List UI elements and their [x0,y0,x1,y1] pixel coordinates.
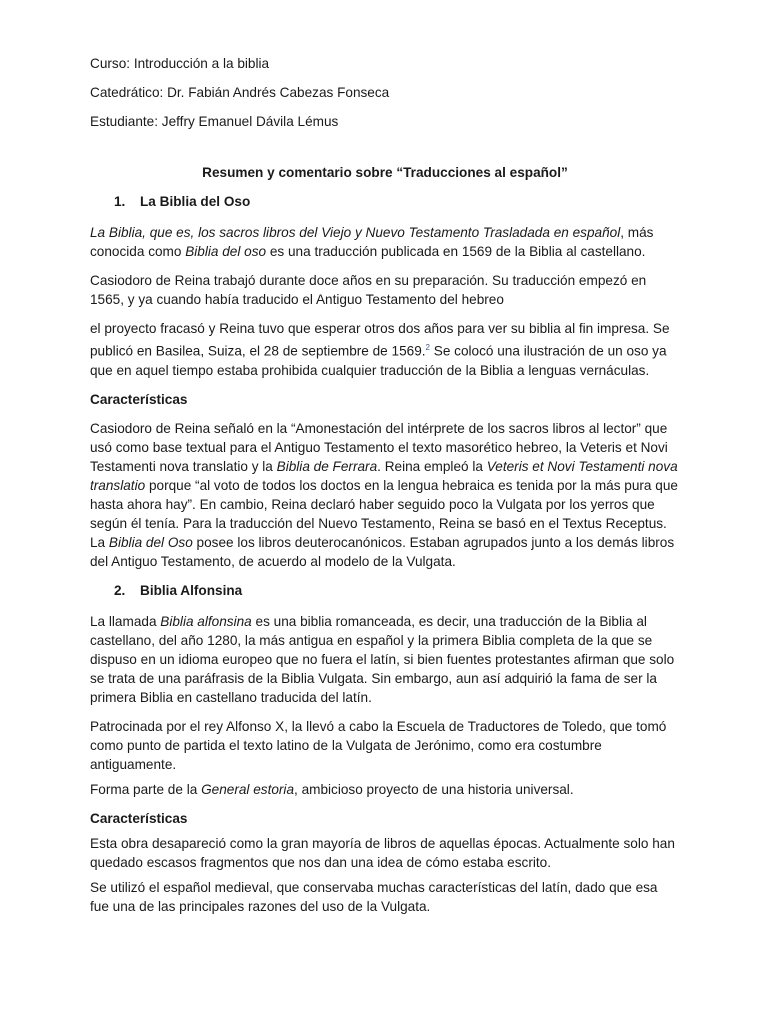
teacher-line: Catedrático: Dr. Fabián Andrés Cabezas Fonseca [90,85,390,100]
section-2-paragraph-3 [90,780,680,799]
italic-title: Veteris et Novi Testamenti nova translatio [90,458,678,493]
section-1-title: La Biblia del Oso [140,194,251,209]
italic-title: Biblia alfonsina [160,613,252,629]
text-span: Se colocó una ilustración de un oso ya que en aquel tiempo estaba prohibida cualquier traducción de la Biblia a lenguas vernáculas. [90,343,667,378]
text-span: es una biblia romanceada, es decir, una traducción de la Biblia al castellano, del año 1280, la más antigua en español y la primera Biblia completa de la que se dispuso en un idioma europeo que no fuera el latín, si bien fuentes protestantes afirman que solo se trata de una paráfrasis de la Biblia Vulgata. Sin embargo, aun así adquirió la fama de ser la primera Biblia en castellano traducida del latín. [90,613,675,705]
text-span: . Reina empleó la [377,458,487,474]
section-2-paragraph-1 [90,612,680,707]
section-2-subheading: Características [90,810,188,826]
section-1-paragraph-1 [90,223,680,261]
section-2-paragraph-5: Se utilizó el español medieval, que conservaba muchas características del latín, dado que esa fue una de las principales razones del uso de la Vulgata. [90,879,658,914]
text-span: Casiodoro de Reina señaló en la “Amonestación del intérprete de los sacros libros al lector” que usó como base textual para el Antiguo Testamento el texto masorético hebreo, la Veteris et Novi Testamenti nova translatio y la [90,420,668,474]
section-1-paragraph-4 [90,419,680,571]
italic-title: Biblia de Ferrara [276,458,378,474]
section-2-paragraph-2: Patrocinada por el rey Alfonso X, la llevó a cabo la Escuela de Traductores de Toledo, que tomó como punto de partida el texto latino de la Vulgata de Jerónimo, como era costumbre antiguamente. [90,718,667,772]
section-2-title: Biblia Alfonsina [140,582,243,598]
course-line: Curso: Introducción a la biblia [90,56,270,71]
text-span: La llamada [90,613,161,629]
italic-title: Biblia del oso [185,244,267,259]
text-span: , ambicioso proyecto de una historia universal. [294,781,574,797]
text-span: Forma parte de la [90,781,202,797]
student-line: Estudiante: Jeffry Emanuel Dávila Lémus [90,114,339,129]
section-1-paragraph-2: Casiodoro de Reina trabajó durante doce años en su preparación. Su traducción empezó en 1565, y ya cuando había traducido el Antiguo Testamento del hebreo [90,273,647,307]
italic-title: Biblia del Oso [108,534,193,550]
text-span: porque “al voto de todos los doctos en la lengua hebraica es tenida por la más pura que hasta ahora hay”. En cambio, Reina declaró haber seguido poco la Vulgata por los yerros que según él tenía. Para la traducción del Nuevo Testamento, Reina se basó en el Textus Receptus. La [90,477,678,550]
text-span: posee los libros deuterocanónicos. Estaban agrupados junto a los demás libros del Antiguo Testamento, de acuerdo al modelo de la Vulgata. [90,534,675,569]
italic-title: La Biblia, que es, los sacros libros del Viejo y Nuevo Testamento Trasladada en español [90,225,621,240]
document-page [90,54,680,926]
text-span: el proyecto fracasó y Reina tuvo que esperar otros dos años para ver su biblia al fin impresa. Se publicó en Basilea, Suiza, el 28 de septiembre de 1569. [90,321,670,359]
section-2-heading [90,581,680,600]
text-span: , más conocida como [90,225,654,259]
italic-title: General estoria [201,781,295,797]
document-title: Resumen y comentario sobre “Traducciones al español” [202,165,568,180]
section-1-subheading: Características [90,391,188,407]
text-span: es una traducción publicada en 1569 de la Biblia al castellano. [266,244,646,259]
section-2-paragraph-4: Esta obra desapareció como la gran mayoría de libros de aquellas épocas. Actualmente solo han quedado escasos fragmentos que nos dan una idea de cómo estaba escrito. [90,835,675,870]
section-1-heading [90,192,680,211]
section-2-number: 2. [114,582,126,598]
section-1-number: 1. [114,194,126,209]
footnote-ref[interactable]: 2 [425,343,430,352]
section-1-paragraph-3 [90,319,680,380]
